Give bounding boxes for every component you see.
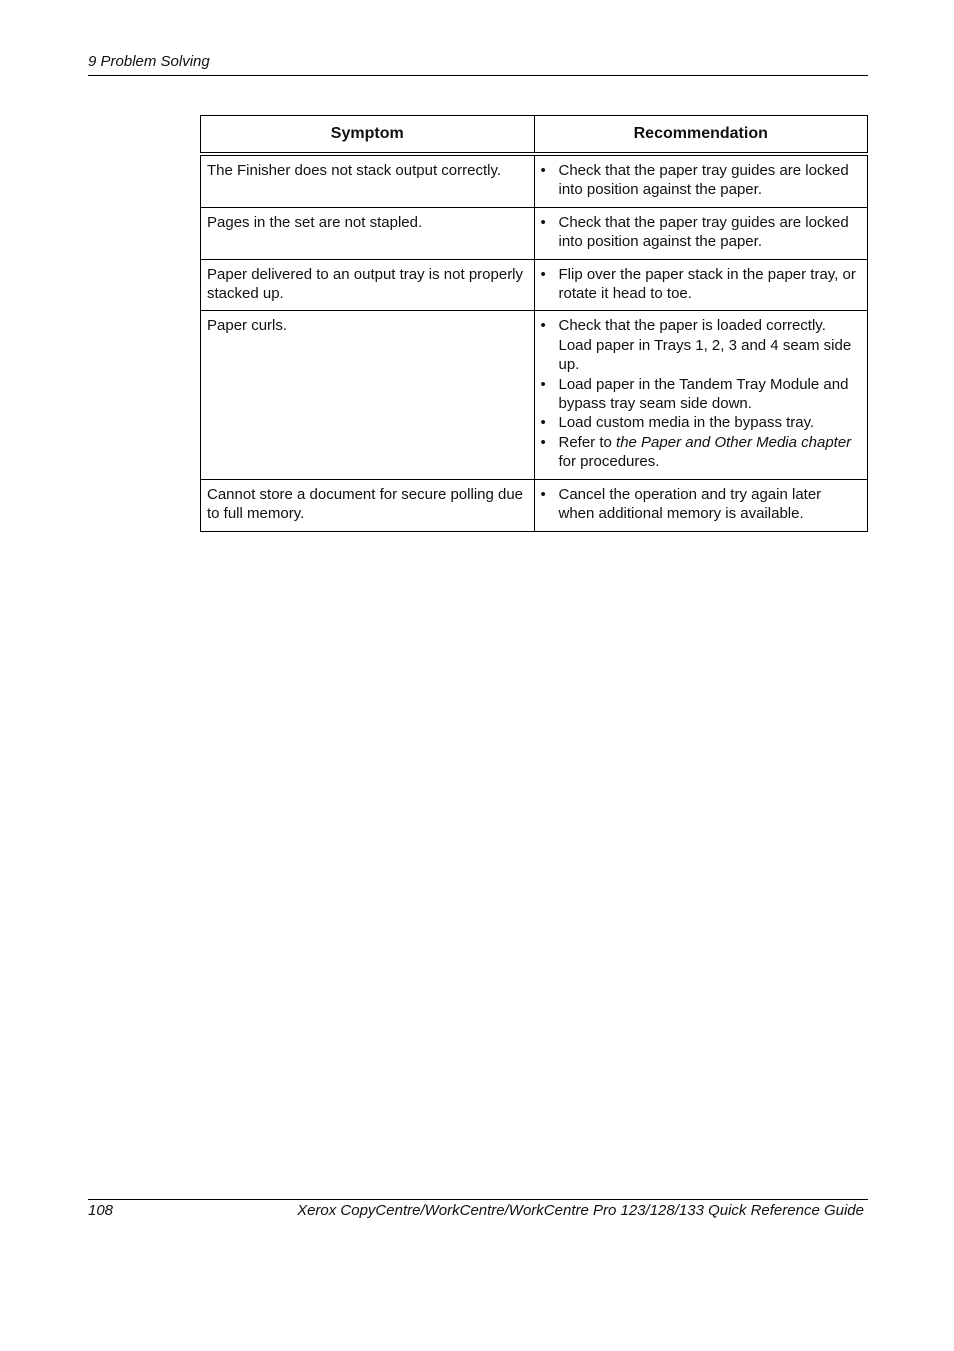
table-row: [201, 207, 868, 259]
running-header: [88, 53, 868, 76]
table-row: [201, 259, 868, 311]
recommendation-cell: [534, 207, 868, 259]
table-row: [201, 311, 868, 479]
recommendation-cell: [534, 479, 868, 531]
symptom-cell: The Finisher does not stack output correctly.: [201, 154, 535, 207]
table-row: [201, 479, 868, 531]
recommendation-list: [541, 213, 860, 252]
recommendation-column-header: Recommendation: [534, 116, 868, 155]
recommendation-list: [541, 265, 860, 304]
symptom-cell: Cannot store a document for secure polling due to full memory.: [201, 479, 535, 531]
running-footer: [88, 1199, 868, 1220]
chapter-title: 9 Problem Solving: [88, 53, 210, 70]
refer-prefix: Refer to: [558, 433, 617, 451]
page-number: 108: [88, 1202, 114, 1219]
symptom-column-header: Symptom: [201, 116, 535, 155]
recommendation-cell: [534, 154, 868, 207]
symptom-cell: Paper delivered to an output tray is not properly stacked up.: [201, 259, 535, 311]
guide-title: Xerox CopyCentre/WorkCentre/WorkCentre Pro 123/128/133 Quick Reference Guide: [297, 1202, 864, 1219]
troubleshooting-table: [200, 115, 868, 532]
recommendation-item: • Cancel the operation and try again later when additional memory is available.: [541, 485, 860, 524]
chapter-reference: the Paper and Other Media chapter: [616, 433, 852, 451]
recommendation-item: • Load paper in the Tandem Tray Module and bypass tray seam side down.: [541, 375, 860, 414]
recommendation-item: • Check that the paper tray guides are locked into position against the paper.: [541, 161, 860, 200]
recommendation-item: • Flip over the paper stack in the paper tray, or rotate it head to toe.: [541, 265, 860, 304]
refer-suffix: for procedures.: [558, 453, 660, 471]
recommendation-cell: [534, 311, 868, 479]
symptom-cell: Paper curls.: [201, 311, 535, 479]
table-header-row: [201, 116, 868, 155]
symptom-cell: Pages in the set are not stapled.: [201, 207, 535, 259]
recommendation-cell: [534, 259, 868, 311]
table-row: [201, 154, 868, 207]
recommendation-list: [541, 316, 860, 471]
recommendation-item: • Check that the paper tray guides are locked into position against the paper.: [541, 213, 860, 252]
recommendation-list: [541, 161, 860, 200]
recommendation-list: [541, 485, 860, 524]
recommendation-item-refer: [541, 433, 860, 472]
recommendation-item: • Load custom media in the bypass tray.: [541, 413, 860, 432]
recommendation-item: • Check that the paper is loaded correctly. Load paper in Trays 1, 2, 3 and 4 seam side up.: [541, 316, 860, 374]
